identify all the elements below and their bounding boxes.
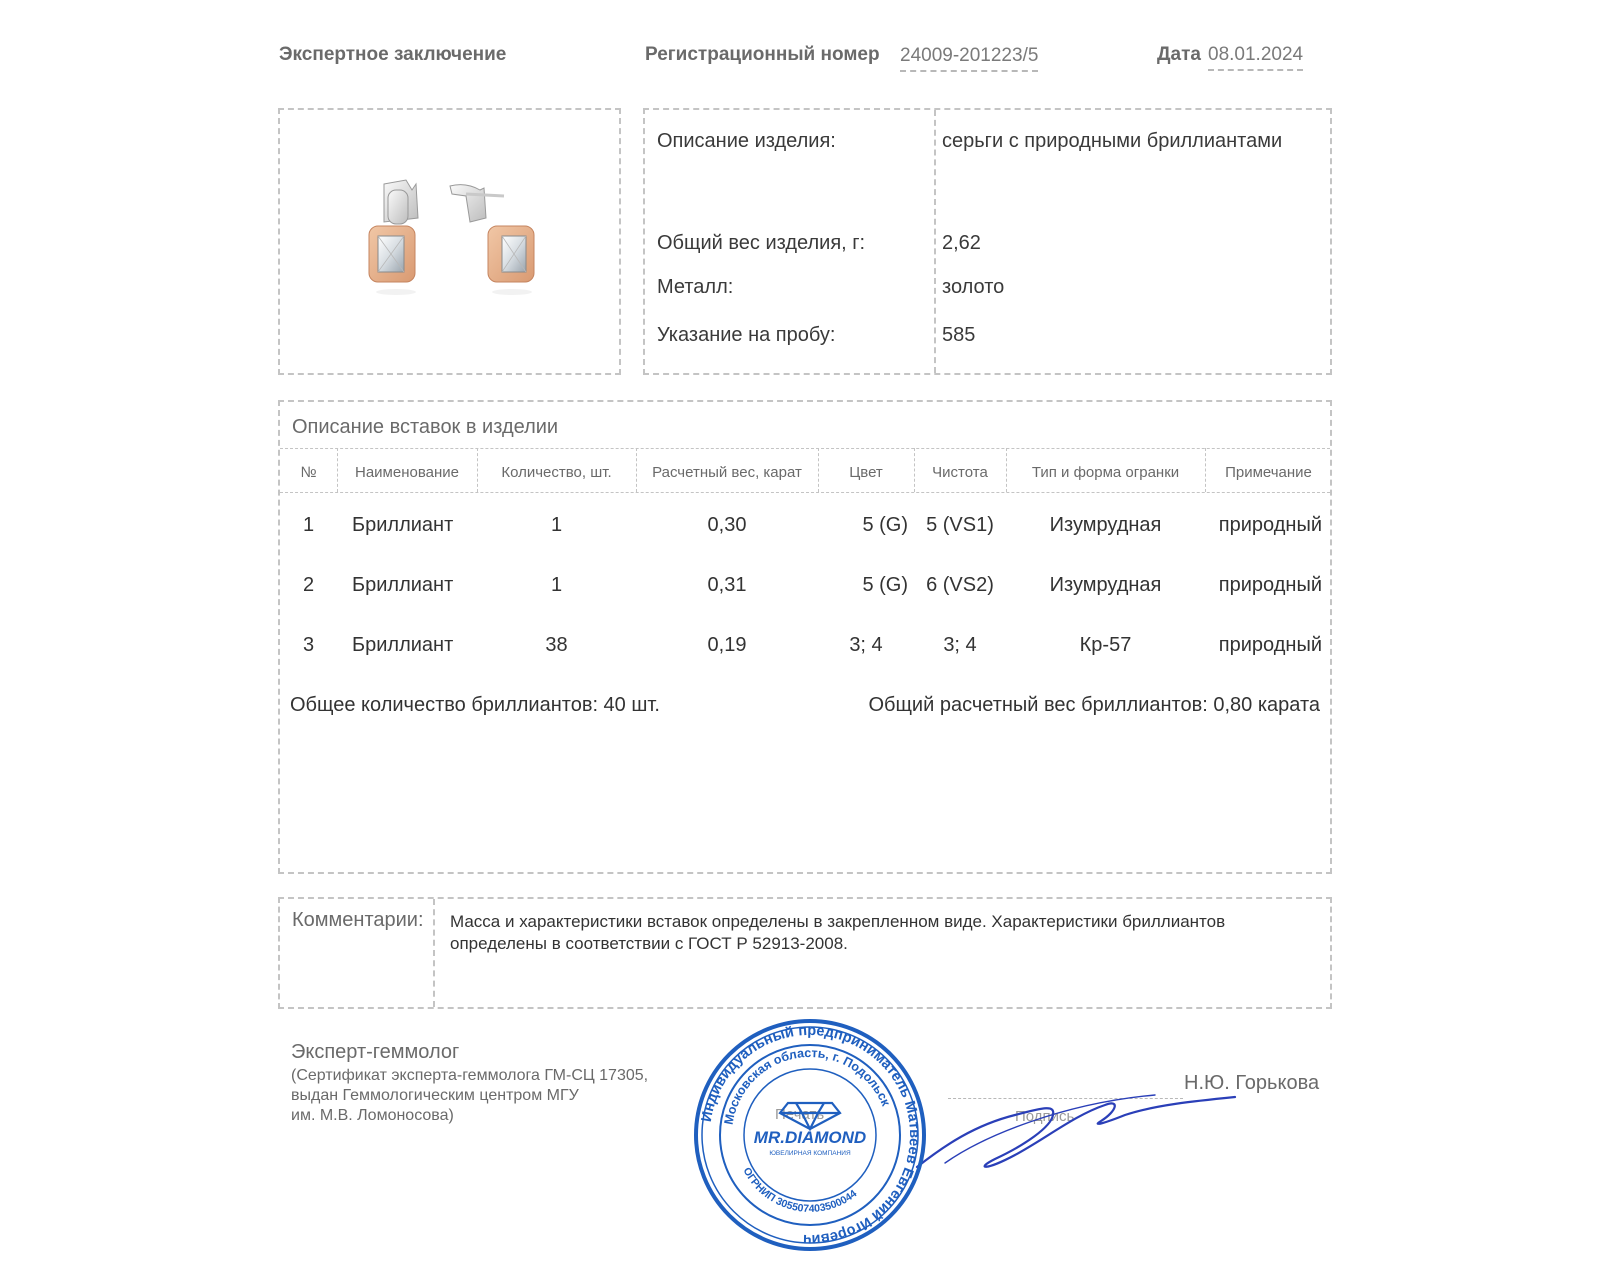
stamp-ogrnip: ОГРНИП 305507403500044 — [740, 1165, 860, 1215]
stamp-inner-text: Московская область, г. Подольск — [721, 1045, 893, 1126]
cell-weight: 0,31 — [707, 574, 747, 596]
cell-quantity: 1 — [550, 574, 563, 596]
cert-line-2: выдан Геммологическим центром МГУ — [291, 1087, 579, 1104]
inserts-section — [278, 400, 1332, 874]
comments-label: Комментарии: — [292, 909, 424, 931]
expert-name: Н.Ю. Горькова — [1184, 1072, 1320, 1094]
handwritten-signature — [905, 1075, 1265, 1185]
cell-name: Бриллиант — [352, 514, 454, 536]
company-stamp — [690, 1015, 930, 1255]
stamp-outer-text: Индивидуальный предприниматель Матвеев Евгений Игоревич — [698, 1022, 923, 1248]
col-header-name: Наименование — [355, 464, 459, 481]
cell-name: Бриллиант — [352, 574, 454, 596]
earrings-photo — [280, 110, 619, 373]
cell-color: 5 (G) — [862, 514, 908, 536]
product-photo-frame — [278, 108, 621, 375]
cell-quantity: 1 — [550, 514, 563, 536]
cell-clarity: 5 (VS1) — [926, 514, 994, 536]
cell-note: природный — [1218, 514, 1322, 536]
document-title: Экспертное заключение — [279, 44, 507, 65]
signature-label: Подпись — [1015, 1108, 1075, 1125]
col-header-note: Примечание — [1225, 464, 1312, 481]
expert-certificate — [291, 1066, 648, 1126]
hallmark-label: Указание на пробу: — [657, 324, 836, 346]
cell-weight: 0,30 — [707, 514, 747, 536]
inserts-section-title: Описание вставок в изделии — [292, 416, 559, 438]
col-header-weight: Расчетный вес, карат — [652, 464, 802, 481]
cell-note: природный — [1218, 634, 1322, 656]
cell-number: 3 — [302, 634, 315, 656]
hallmark-value: 585 — [942, 324, 976, 346]
description-label: Описание изделия: — [657, 130, 836, 152]
weight-value: 2,62 — [942, 232, 981, 254]
col-header-clarity: Чистота — [932, 464, 988, 481]
col-header-cut: Тип и форма огранки — [1031, 464, 1180, 481]
cell-number: 1 — [302, 514, 315, 536]
diamond-icon — [780, 1103, 840, 1129]
comments-section — [278, 897, 1332, 1009]
metal-label: Металл: — [657, 276, 734, 298]
comments-line-1: Масса и характеристики вставок определены в закрепленном виде. Характеристики бриллиантов — [450, 912, 1226, 931]
cell-note: природный — [1218, 574, 1322, 596]
cert-line-3: им. М.В. Ломоносова) — [291, 1107, 454, 1124]
cell-clarity: 6 (VS2) — [926, 574, 994, 596]
comments-line-2: определены в соответствии с ГОСТ Р 52913-2008. — [450, 934, 848, 953]
cell-quantity: 38 — [545, 634, 568, 656]
date-value: 08.01.2024 — [1208, 44, 1303, 71]
cell-number: 2 — [302, 574, 315, 596]
weight-label: Общий вес изделия, г: — [657, 232, 866, 254]
cell-name: Бриллиант — [352, 634, 454, 656]
cell-cut: Изумрудная — [1049, 514, 1162, 536]
expert-title: Эксперт-геммолог — [291, 1041, 460, 1063]
cert-line-1: (Сертификат эксперта-геммолога ГМ-СЦ 17305, — [291, 1067, 649, 1084]
stamp-brand: MR.DIAMOND — [753, 1128, 867, 1147]
product-description-table — [643, 108, 1332, 375]
registration-number-value: 24009-201223/5 — [900, 45, 1038, 72]
col-header-number: № — [300, 464, 317, 481]
col-header-color: Цвет — [849, 464, 883, 481]
registration-number-label: Регистрационный номер — [645, 44, 880, 65]
cell-cut: Кр-57 — [1079, 634, 1132, 656]
cell-clarity: 3; 4 — [943, 634, 977, 656]
date-label: Дата — [1157, 44, 1201, 65]
stamp-label: Печать — [775, 1106, 825, 1123]
cell-cut: Изумрудная — [1049, 574, 1162, 596]
cell-color: 3; 4 — [849, 634, 883, 656]
comments-text — [450, 911, 1225, 955]
metal-value: золото — [942, 276, 1005, 298]
cell-weight: 0,19 — [707, 634, 747, 656]
stamp-tagline: ЮВЕЛИРНАЯ КОМПАНИЯ — [769, 1150, 851, 1157]
total-count: Общее количество бриллиантов: 40 шт. — [290, 694, 660, 716]
col-header-quantity: Количество, шт. — [501, 464, 612, 481]
description-value: серьги с природными бриллиантами — [942, 130, 1283, 152]
total-weight: Общий расчетный вес бриллиантов: 0,80 карата — [868, 694, 1320, 716]
cell-color: 5 (G) — [862, 574, 908, 596]
